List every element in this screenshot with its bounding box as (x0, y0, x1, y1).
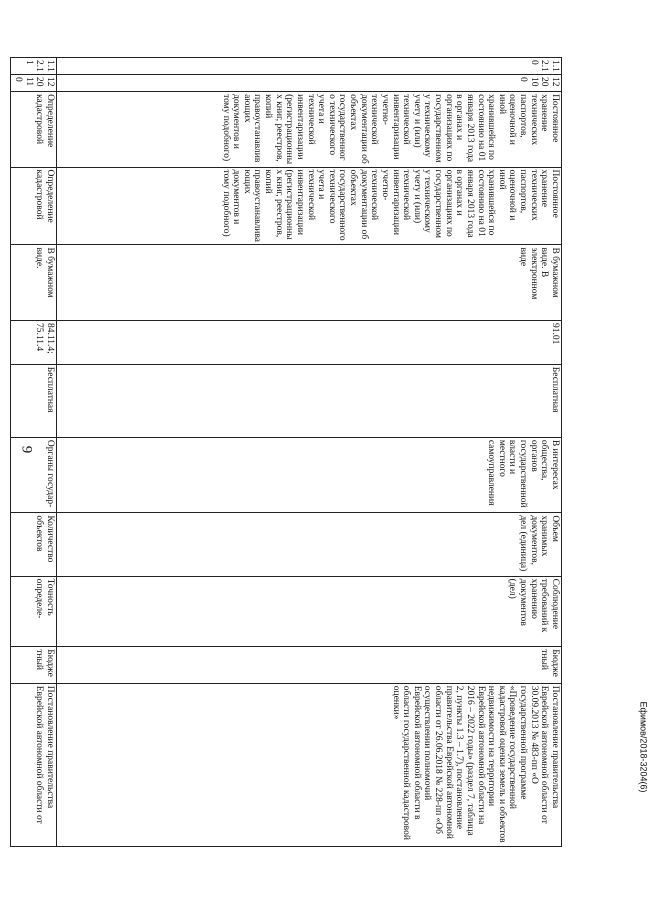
payment-type-cell: Бесплатная (11, 364, 57, 437)
service-form-cell: В бумажном виде. В электронном виде (57, 245, 562, 320)
table-row (57, 58, 562, 847)
payment-type-cell: Бесплатная (57, 364, 562, 437)
services-registry-table (11, 57, 563, 847)
service-content-cell: Определение кадастровой (11, 167, 57, 245)
financing-source-cell: Бюджетный (11, 647, 57, 684)
service-form-cell: В бумажном виде. (11, 245, 57, 320)
okved-code-cell: 84.11.4; 75.11.4 (11, 320, 57, 364)
row-number-cell: 1.12.10 (57, 58, 562, 75)
volume-indicator-cell: Объем хранимых документов, дел (единица) (57, 513, 562, 576)
consumer-category-cell: В интересах общества, органов государственной власти и местного самоуправления (57, 437, 562, 512)
okved-code-cell: 91.01 (57, 320, 562, 364)
service-name-cell: Постоянное хранение технических паспортов, оценочной и иной хранившейся по состоянию на 01 января 2013 года в органах и организациях по государственному техническому учету и (или) технической инвентаризации учетно-технической документации об объектах государственного технического учета и технической инвентаризации (регистрационных книг, реестров, копий правоустанавливающих документов и тому подобного) (57, 92, 562, 167)
row-number-cell: 1.12.11 (11, 58, 57, 75)
legal-basis-cell: Постановление правительства Еврейской автономной области от (11, 683, 57, 846)
legal-basis-cell: Постановление правительства Еврейской автономной области от 30.09.2013 № 483-пп «О государственной программе «Проведение государственной кадастровой оценки земель и объектов недвижимости на территории Еврейской автономной области на 2016 – 2022 годы» (раздел 7, таблица 2, пункты 1.3 – 1.7), постановление правительства Еврейской автономной области от 26.06.2018 № 228-пп «Об осуществлении полномочий Еврейской автономной области в области государственной кадастровой оценки» (57, 683, 562, 846)
service-code-cell: 1220100 (57, 75, 562, 92)
service-code-cell: 1220110 (11, 75, 57, 92)
table-row (11, 58, 57, 847)
service-content-cell: Постоянное хранение технических паспортов, оценочной и иной хранившейся по состоянию на 01 января 2013 года в органах и организациях по государственному техническому учету и (или) технической инвентаризации учетно-технической документации об объектах государственного технического учета и технической инвентаризации (регистрационных книг, реестров, копий правоустанавливающих документов и тому подобного) (57, 167, 562, 245)
page-number: 9 (18, 445, 35, 454)
quality-indicator-cell: Соблюдение требований к хранению документов (дел) (57, 576, 562, 647)
volume-indicator-cell: Количество объектов (11, 513, 57, 576)
consumer-category-cell: Органы государ- (11, 437, 57, 512)
document-code: Ефимов/2018-3204(6) (638, 701, 648, 793)
service-name-cell: Определение кадастровой (11, 92, 57, 167)
financing-source-cell: Бюджетный (57, 647, 562, 684)
quality-indicator-cell: Точность определе- (11, 576, 57, 647)
